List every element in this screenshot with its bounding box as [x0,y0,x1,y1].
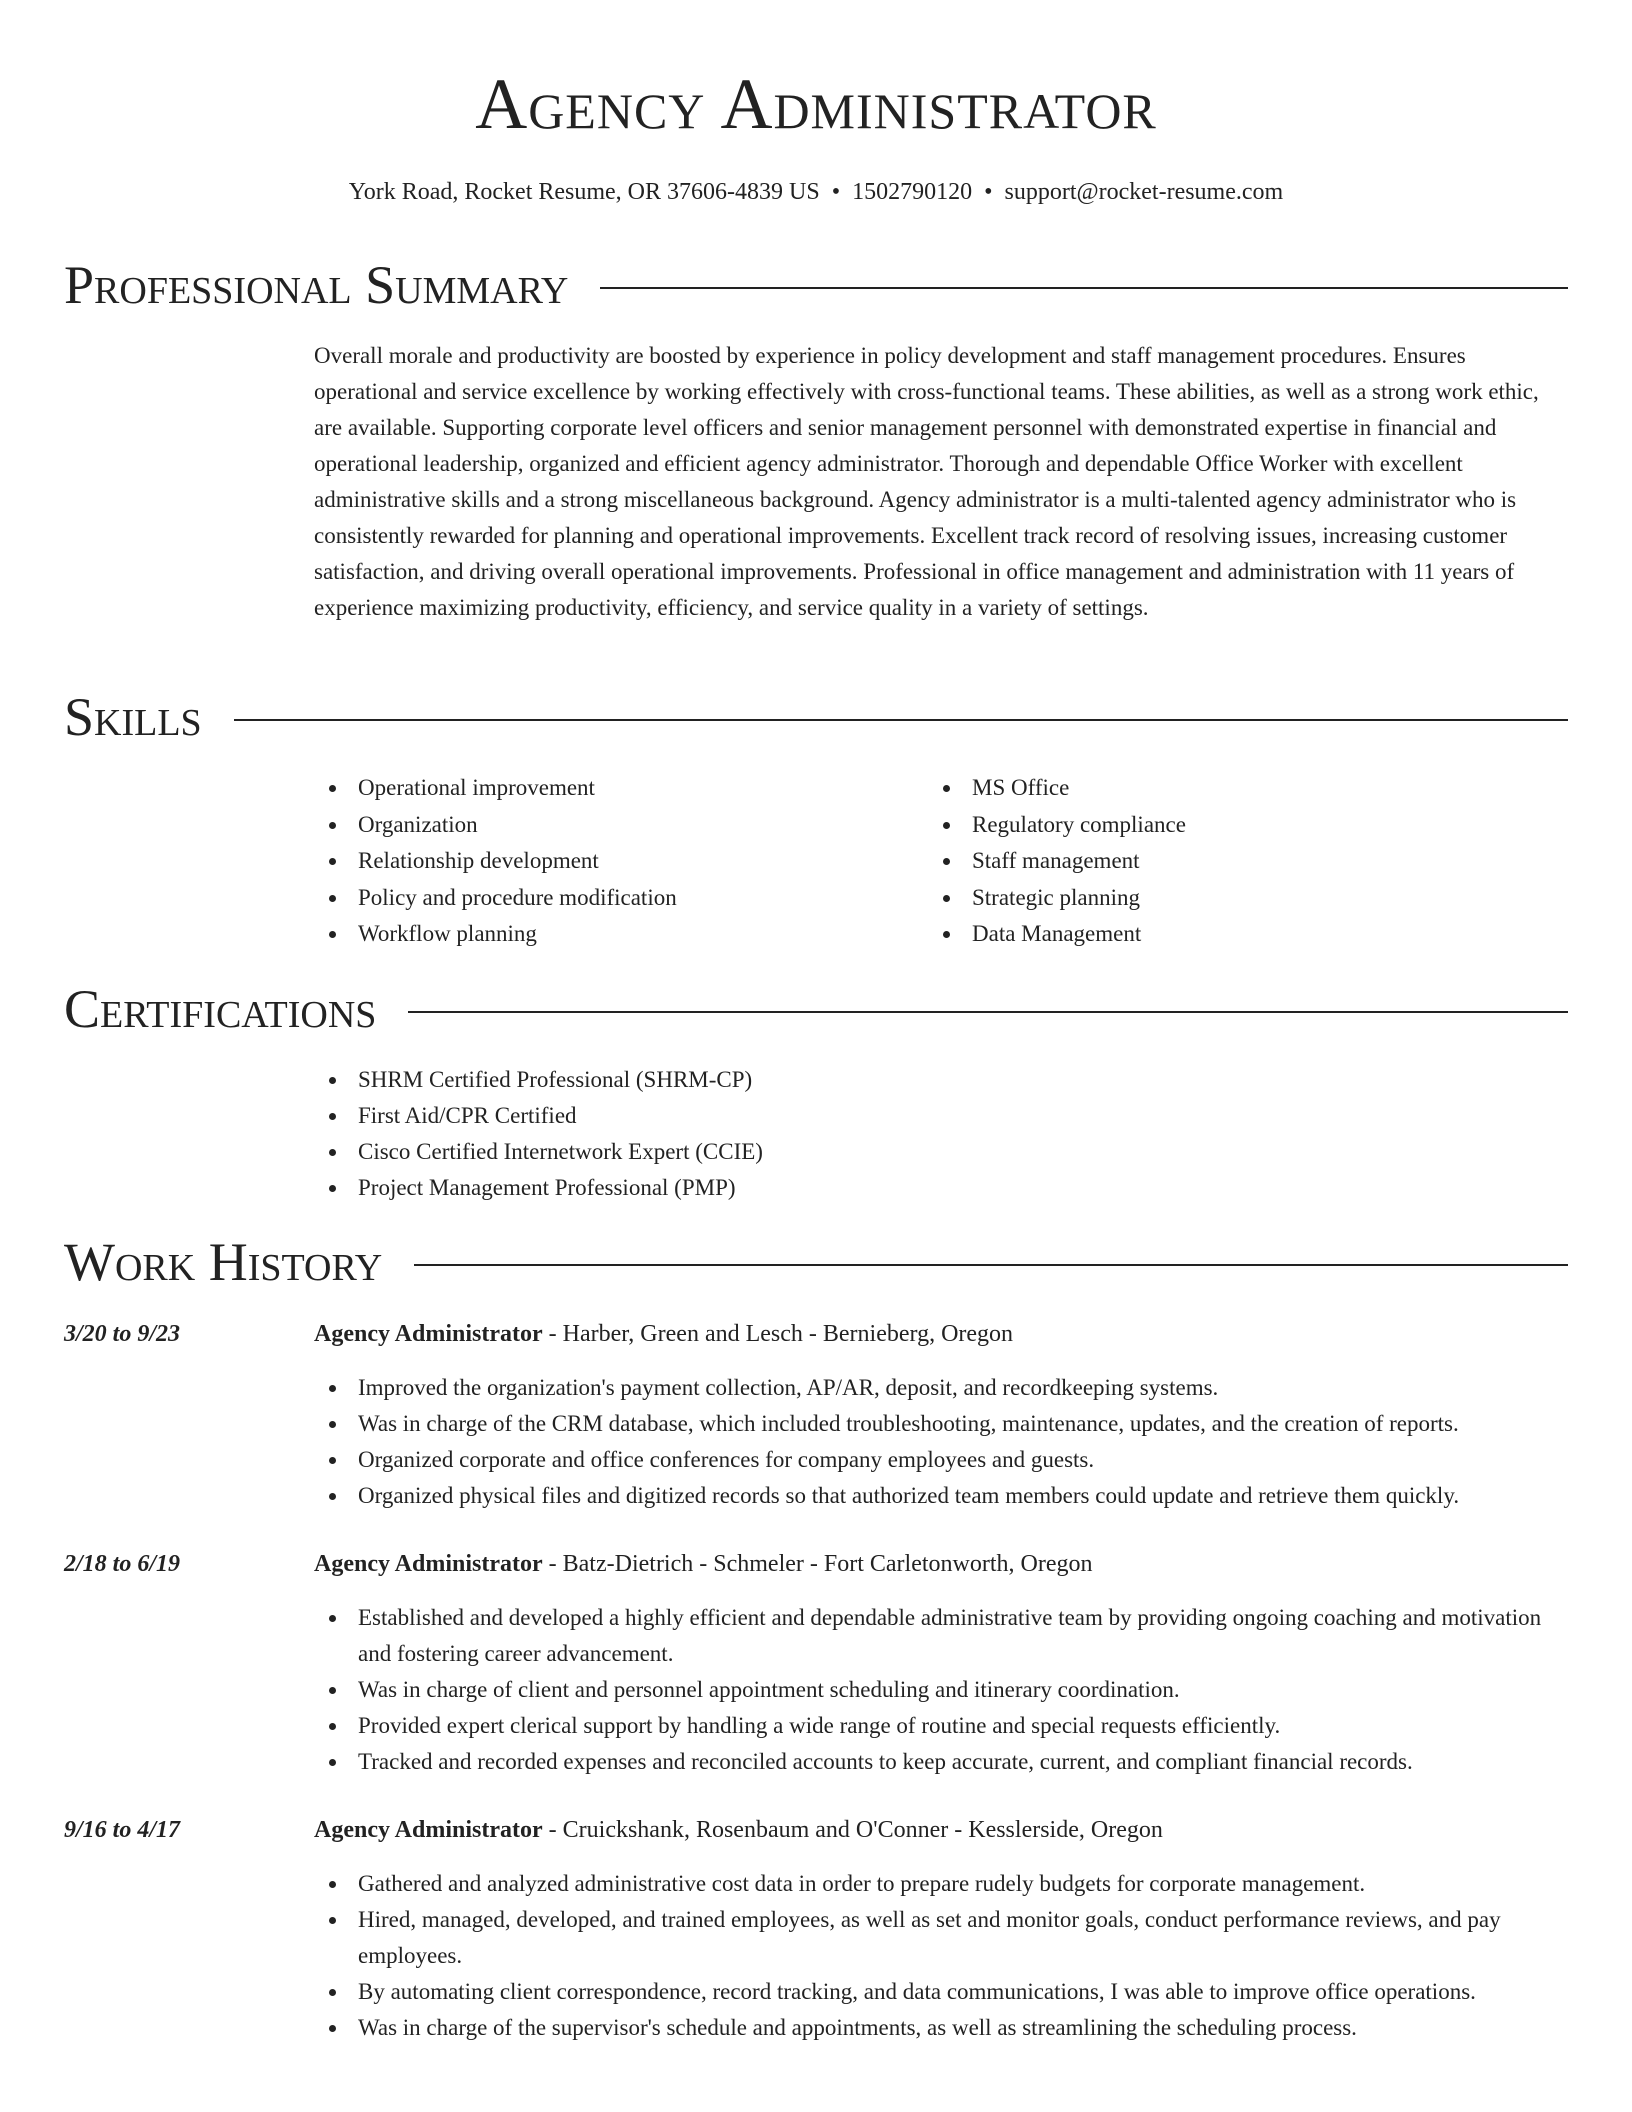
job-bullet: Established and developed a highly efficient and dependable administrative team by providing ongoing coaching and motivation and fostering career advancement. [314,1600,1574,1672]
job-dates: 3/20 to 9/23 [64,1321,181,1347]
job-bullets [314,1866,1574,2046]
section-divider [414,1264,1568,1266]
job-bullet: Gathered and analyzed administrative cost data in order to prepare rudely budgets for corporate management. [314,1866,1574,1902]
contact-separator: • [831,179,841,205]
job-dates: 2/18 to 6/19 [64,1551,181,1577]
contact-separator: • [984,179,993,205]
section-title-summary: Professional Summary [64,255,569,315]
job-bullet: Was in charge of the CRM database, which included troubleshooting, maintenance, updates, and the creation of reports. [314,1406,1574,1442]
candidate-name: Agency Administrator [475,64,1157,144]
job-bullet: Provided expert clerical support by handling a wide range of routine and special requests efficiently. [314,1708,1574,1744]
job-title: Agency Administrator [314,1551,543,1577]
job-employer: - Batz-Dietrich - Schmeler - Fort Carletonworth, Oregon [542,1551,1093,1577]
skill-item: Relationship development [314,843,677,880]
job-bullet: Organized physical files and digitized records so that authorized team members could update and retrieve them quickly. [314,1478,1574,1514]
job-dates: 9/16 to 4/17 [64,1817,181,1843]
section-title-skills: Skills [64,687,202,747]
contact-line [0,176,1632,208]
skill-item: Regulatory compliance [928,807,1186,844]
job-employer: - Cruickshank, Rosenbaum and O'Conner - Kesslerside, Oregon [542,1817,1163,1843]
contact-email[interactable]: support@rocket-resume.com [1004,179,1284,205]
job-bullet: Tracked and recorded expenses and reconciled accounts to keep accurate, current, and compliant financial records. [314,1744,1574,1780]
job-bullet: Hired, managed, developed, and trained employees, as well as set and monitor goals, conduct performance reviews, and pay employees. [314,1902,1574,1974]
certification-item: First Aid/CPR Certified [314,1098,763,1134]
skill-item: Workflow planning [314,916,677,953]
job-bullet: Was in charge of client and personnel appointment scheduling and itinerary coordination. [314,1672,1574,1708]
contact-address: York Road, Rocket Resume, OR 37606-4839 US [348,179,820,205]
job-bullet: By automating client correspondence, record tracking, and data communications, I was able to improve office operations. [314,1974,1574,2010]
section-divider [600,287,1568,289]
skill-item: Operational improvement [314,770,677,807]
skills-list-right [928,770,1186,953]
job-bullet: Organized corporate and office conferences for company employees and guests. [314,1442,1574,1478]
certification-item: Cisco Certified Internetwork Expert (CCIE) [314,1134,763,1170]
job-bullets [314,1370,1574,1514]
section-header-certifications [64,976,1568,1042]
skill-item: Policy and procedure modification [314,880,677,917]
skill-item: Staff management [928,843,1186,880]
job-title: Agency Administrator [314,1817,543,1843]
section-header-summary [64,252,1568,318]
job-bullet: Was in charge of the supervisor's schedule and appointments, as well as streamlining the scheduling process. [314,2010,1574,2046]
section-divider [408,1011,1568,1013]
job-employer: - Harber, Green and Lesch - Bernieberg, Oregon [542,1321,1014,1347]
summary-text: Overall morale and productivity are boosted by experience in policy development and staff management procedures. Ensures operational and service excellence by working effectively with cross-functional teams. These abilities, as well as a strong work ethic, are available. Supporting corporate level officers and senior management personnel with demonstrated expertise in financial and operational leadership, organized and efficient agency administrator. Thorough and dependable Office Worker with excellent administrative skills and a strong miscellaneous background. Agency administrator is a multi-talented agency administrator who is consistently rewarded for planning and operational improvements. Excellent track record of resolving issues, increasing customer satisfaction, and driving overall operational improvements. Professional in office management and administration with 11 years of experience maximizing productivity, efficiency, and service quality in a variety of settings. [314,343,1539,620]
certification-item: SHRM Certified Professional (SHRM-CP) [314,1062,763,1098]
section-title-work-history: Work History [64,1232,383,1292]
contact-phone[interactable]: 1502790120 [852,179,973,205]
skills-list-left [314,770,677,953]
skill-item: MS Office [928,770,1186,807]
certifications-list [314,1062,763,1206]
certification-item: Project Management Professional (PMP) [314,1170,763,1206]
job-bullet: Improved the organization's payment collection, AP/AR, deposit, and recordkeeping systems. [314,1370,1574,1406]
skill-item: Data Management [928,916,1186,953]
job-heading [314,1812,1163,1848]
section-divider [234,719,1568,721]
section-header-work-history [64,1229,1568,1295]
job-heading [314,1546,1093,1582]
section-title-certifications: Certifications [64,979,377,1039]
skill-item: Strategic planning [928,880,1186,917]
job-bullets [314,1600,1574,1780]
skill-item: Organization [314,807,677,844]
job-title: Agency Administrator [314,1321,543,1347]
section-header-skills [64,684,1568,750]
job-heading [314,1316,1013,1352]
